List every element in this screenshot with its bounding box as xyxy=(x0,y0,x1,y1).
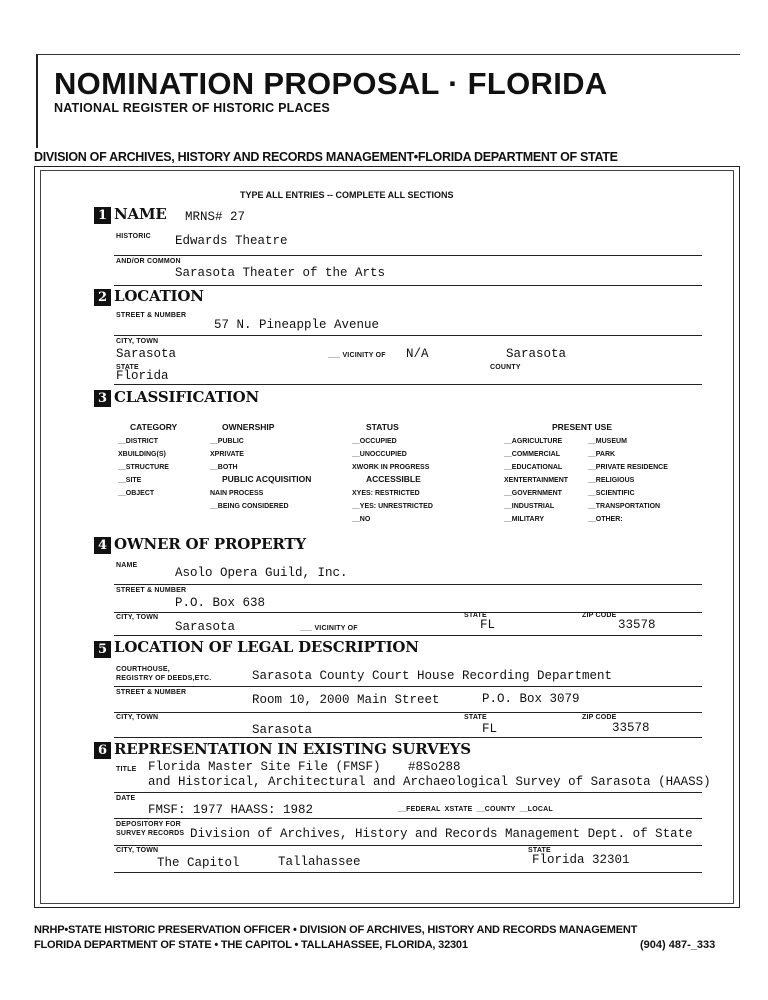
present-use-option: __PARK xyxy=(588,451,616,458)
present-use-option: __EDUCATIONAL xyxy=(504,464,563,471)
owner-state-label: STATE xyxy=(464,612,487,619)
owner-state: FL xyxy=(480,618,496,632)
accessible-option: __NO xyxy=(352,516,371,523)
owner-street-label: STREET & NUMBER xyxy=(116,587,187,594)
street-label: STREET & NUMBER xyxy=(116,312,187,319)
section-4-title: OWNER OF PROPERTY xyxy=(114,535,306,553)
survey-title-line1: Florida Master Site File (FMSF) xyxy=(148,760,381,774)
legal-zip: 33578 xyxy=(612,721,650,735)
present-use-option: __GOVERNMENT xyxy=(504,490,562,497)
category-option: __STRUCTURE xyxy=(118,464,169,471)
survey-city-label: CITY, TOWN xyxy=(116,847,159,854)
rule xyxy=(114,686,702,687)
rule xyxy=(114,384,702,385)
ownership-option: XPRIVATE xyxy=(210,451,244,458)
city-value: Sarasota xyxy=(116,347,177,361)
survey-state: Florida 32301 xyxy=(532,853,630,867)
owner-name: Asolo Opera Guild, Inc. xyxy=(175,566,348,580)
historic-label: HISTORIC xyxy=(116,233,151,240)
county-option: __COUNTY xyxy=(476,806,516,813)
section-6-number: 6 xyxy=(94,742,111,759)
present-use-col1 xyxy=(504,435,568,526)
depository-label: DEPOSITORY FOR SURVEY RECORDS xyxy=(116,821,185,837)
owner-zip: 33578 xyxy=(618,618,656,632)
legal-zip-label: ZIP CODE xyxy=(582,714,617,721)
survey-title-line2: and Historical, Architectural and Archaeological Survey of Sarasota (HAASS) xyxy=(148,775,711,789)
state-option: XSTATE xyxy=(444,806,473,813)
section-3-number: 3 xyxy=(94,390,111,407)
section-5-number: 5 xyxy=(94,641,111,658)
owner-city-label: CITY, TOWN xyxy=(116,614,159,621)
owner-city: Sarasota xyxy=(175,620,236,634)
form-title: NOMINATION PROPOSAL · FLORIDA xyxy=(54,66,608,101)
survey-date-label: DATE xyxy=(116,795,136,802)
county-label: COUNTY xyxy=(490,364,521,371)
acquisition-option: __BEING CONSIDERED xyxy=(210,503,289,510)
survey-title-label: TITLE xyxy=(116,766,137,773)
county-value: Sarasota xyxy=(506,347,567,361)
present-use-option: __INDUSTRIAL xyxy=(504,503,555,510)
rule xyxy=(114,635,702,636)
present-use-option: __COMMERCIAL xyxy=(504,451,561,458)
present-use-header: PRESENT USE xyxy=(552,422,612,432)
vicinity-value: N/A xyxy=(406,347,429,361)
rule xyxy=(114,285,702,286)
ownership-option: __PUBLIC xyxy=(210,438,244,445)
legal-pobox: P.O. Box 3079 xyxy=(482,692,580,706)
federal-option: __FEDERAL xyxy=(398,806,441,813)
footer-line-2: FLORIDA DEPARTMENT OF STATE • THE CAPITOL • TALLAHASSEE, FLORIDA, 32301 xyxy=(34,939,468,951)
accessible-header: ACCESSIBLE xyxy=(366,474,421,484)
legal-city: Sarasota xyxy=(252,723,313,737)
present-use-option: __SCIENTIFIC xyxy=(588,490,635,497)
owner-vicinity-label: ___ VICINITY OF xyxy=(300,625,358,632)
accessible-options xyxy=(352,487,433,526)
legal-state-label: STATE xyxy=(464,714,487,721)
mrns-number: MRNS# 27 xyxy=(185,210,246,224)
rule xyxy=(114,845,702,846)
legal-city-label: CITY, TOWN xyxy=(116,714,159,721)
present-use-option: __MILITARY xyxy=(504,516,545,523)
present-use-option: XENTERTAINMENT xyxy=(504,477,569,484)
street-address: 57 N. Pineapple Avenue xyxy=(214,318,380,332)
owner-street: P.O. Box 638 xyxy=(175,596,266,610)
ownership-header: OWNERSHIP xyxy=(222,422,275,432)
survey-state-label: STATE xyxy=(528,847,551,854)
status-options xyxy=(352,435,429,474)
acquisition-options xyxy=(210,487,289,513)
rule xyxy=(114,872,702,873)
survey-city-2: Tallahassee xyxy=(278,855,361,869)
survey-date: FMSF: 1977 HAASS: 1982 xyxy=(148,803,314,817)
legal-street-label: STREET & NUMBER xyxy=(116,689,187,696)
ownership-option: __BOTH xyxy=(210,464,238,471)
accessible-option: XYES: RESTRICTED xyxy=(352,490,420,497)
ownership-options xyxy=(210,435,244,474)
common-label: AND/OR COMMON xyxy=(116,258,181,265)
legal-state: FL xyxy=(482,722,498,736)
depository-value: Division of Archives, History and Records Management Dept. of State xyxy=(190,827,693,841)
state-value: Florida xyxy=(116,369,169,383)
status-option: __OCCUPIED xyxy=(352,438,397,445)
present-use-option: __RELIGIOUS xyxy=(588,477,635,484)
status-option: __UNOCCUPIED xyxy=(352,451,407,458)
section-5-title: LOCATION OF LEGAL DESCRIPTION xyxy=(114,638,419,656)
city-label: CITY, TOWN xyxy=(116,338,159,345)
accessible-option: __YES: UNRESTRICTED xyxy=(352,503,433,510)
acquisition-header: PUBLIC ACQUISITION xyxy=(222,474,312,484)
division-banner: DIVISION OF ARCHIVES, HISTORY AND RECORDS MANAGEMENT•FLORIDA DEPARTMENT OF STATE xyxy=(34,150,618,164)
category-option: __DISTRICT xyxy=(118,438,159,445)
historic-name: Edwards Theatre xyxy=(175,234,288,248)
courthouse-value: Sarasota County Court House Recording Department xyxy=(252,669,613,683)
survey-city-1: The Capitol xyxy=(157,856,240,870)
rule xyxy=(114,818,702,819)
section-1-number: 1 xyxy=(94,207,111,224)
survey-level-options xyxy=(398,806,553,813)
rule xyxy=(114,737,702,738)
category-option: __SITE xyxy=(118,477,142,484)
status-option: XWORK IN PROGRESS xyxy=(352,464,430,471)
footer-line-1: NRHP•STATE HISTORIC PRESERVATION OFFICER • DIVISION OF ARCHIVES, HISTORY AND RECORDS MANAGEMENT xyxy=(34,924,638,936)
rule xyxy=(114,584,702,585)
present-use-option: __AGRICULTURE xyxy=(504,438,563,445)
rule xyxy=(114,792,702,793)
category-options xyxy=(118,435,169,500)
category-option: __OBJECT xyxy=(118,490,155,497)
status-header: STATUS xyxy=(366,422,399,432)
rule xyxy=(114,255,702,256)
present-use-col2 xyxy=(588,435,668,526)
vicinity-label: ___ VICINITY OF xyxy=(328,352,386,359)
section-2-title: LOCATION xyxy=(114,287,204,305)
rule xyxy=(114,335,702,336)
instructions: TYPE ALL ENTRIES -- COMPLETE ALL SECTIONS xyxy=(240,190,454,200)
category-option: XBUILDING(S) xyxy=(118,451,166,458)
state-label: STATE xyxy=(116,364,139,371)
owner-name-label: NAME xyxy=(116,562,138,569)
section-6-title: REPRESENTATION IN EXISTING SURVEYS xyxy=(114,740,471,758)
owner-zip-label: ZIP CODE xyxy=(582,612,617,619)
form-subtitle: NATIONAL REGISTER OF HISTORIC PLACES xyxy=(54,101,330,115)
section-2-number: 2 xyxy=(94,289,111,306)
footer-phone: (904) 487-_333 xyxy=(640,939,716,951)
section-4-number: 4 xyxy=(94,537,111,554)
section-3-title: CLASSIFICATION xyxy=(114,388,260,406)
present-use-option: __TRANSPORTATION xyxy=(588,503,661,510)
common-name: Sarasota Theater of the Arts xyxy=(175,266,386,280)
survey-site-number: #8So288 xyxy=(408,760,461,774)
legal-street: Room 10, 2000 Main Street xyxy=(252,693,440,707)
courthouse-label: COURTHOUSE, REGISTRY OF DEEDS,ETC. xyxy=(116,666,212,682)
category-header: CATEGORY xyxy=(130,422,178,432)
present-use-option: __PRIVATE RESIDENCE xyxy=(588,464,668,471)
present-use-option: __MUSEUM xyxy=(588,438,627,445)
rule xyxy=(114,712,702,713)
section-1-title: NAME xyxy=(114,205,167,223)
acquisition-option: NAIN PROCESS xyxy=(210,490,264,497)
present-use-option: __OTHER: xyxy=(588,516,623,523)
local-option: __LOCAL xyxy=(519,806,553,813)
